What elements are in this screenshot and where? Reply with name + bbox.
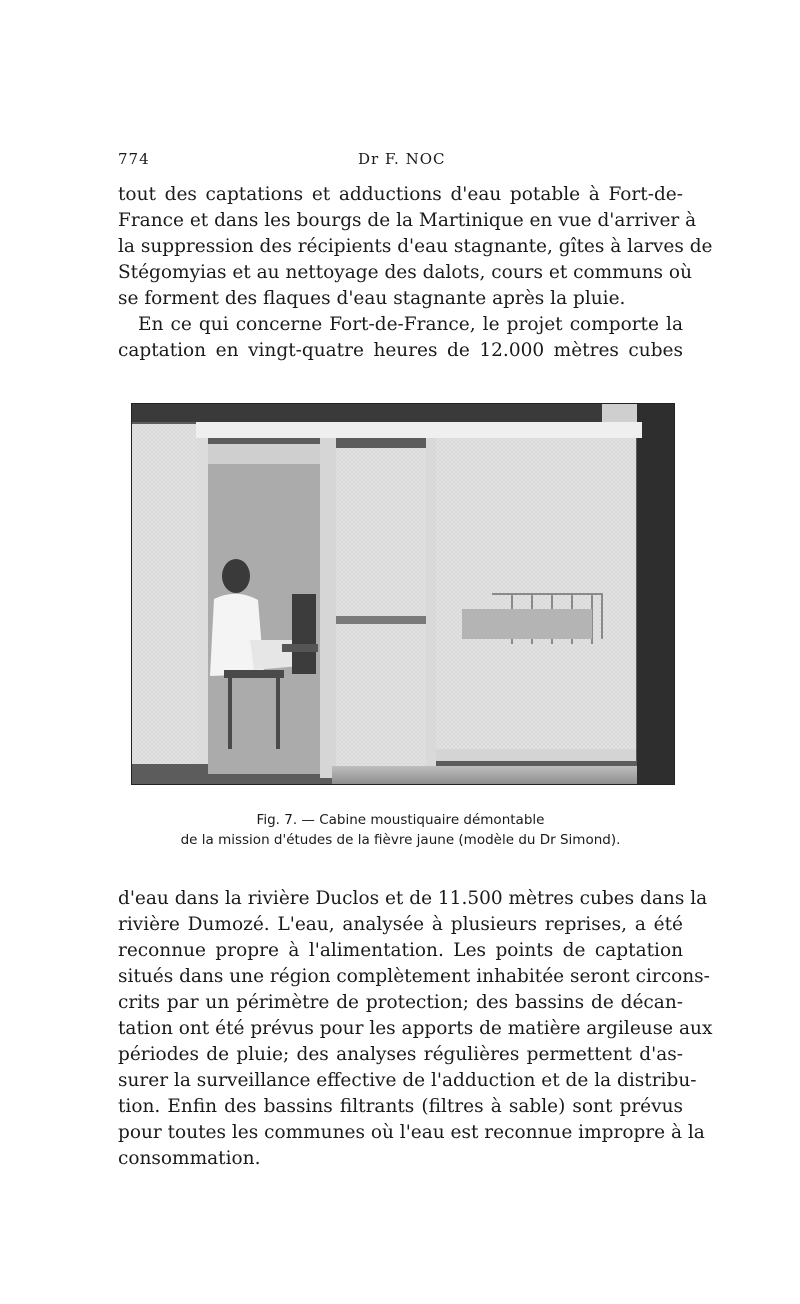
text-line: France et dans les bourgs de la Martinique en vue d'arriver à bbox=[118, 210, 697, 231]
caption-line: Fig. 7. — Cabine moustiquaire démontable bbox=[256, 812, 545, 828]
text-line: tion. Enfin des bassins filtrants (filtres à sable) sont prévus bbox=[118, 1096, 683, 1117]
photo-mosquito-cabin bbox=[131, 403, 675, 785]
text-line: crits par un périmètre de protection; des bassins de décan- bbox=[118, 992, 683, 1013]
text-line: la suppression des récipients d'eau stagnante, gîtes à larves de bbox=[118, 236, 713, 257]
text-line: rivière Dumozé. L'eau, analysée à plusieurs reprises, a été bbox=[118, 914, 683, 935]
text-line: consommation. bbox=[118, 1148, 261, 1169]
figure-caption bbox=[118, 810, 683, 850]
paragraph-bottom bbox=[118, 886, 713, 1172]
text-line: situés dans une région complètement inhabitée seront circons- bbox=[118, 966, 710, 987]
photo-illustration bbox=[132, 404, 674, 784]
text-line: pour toutes les communes où l'eau est reconnue impropre à la bbox=[118, 1122, 705, 1143]
text-line: périodes de pluie; des analyses régulières permettent d'as- bbox=[118, 1044, 683, 1065]
text-line: tation ont été prévus pour les apports de matière argileuse aux bbox=[118, 1018, 713, 1039]
text-line: Stégomyias et au nettoyage des dalots, cours et communs où bbox=[118, 262, 692, 283]
running-head: Dr F. NOC bbox=[358, 150, 446, 168]
paragraph-top bbox=[118, 182, 713, 364]
text-line: En ce qui concerne Fort-de-France, le projet comporte la bbox=[138, 314, 683, 335]
text-line: reconnue propre à l'alimentation. Les points de captation bbox=[118, 940, 683, 961]
text-line: tout des captations et adductions d'eau potable à Fort-de- bbox=[118, 184, 683, 205]
text-line: se forment des flaques d'eau stagnante après la pluie. bbox=[118, 288, 626, 309]
page-number: 774 bbox=[118, 150, 150, 168]
caption-line: de la mission d'études de la fièvre jaune (modèle du Dr Simond). bbox=[180, 832, 621, 848]
text-line: surer la surveillance effective de l'adduction et de la distribu- bbox=[118, 1070, 697, 1091]
page-header bbox=[118, 150, 683, 172]
text-line: captation en vingt-quatre heures de 12.000 mètres cubes bbox=[118, 340, 683, 361]
text-line: d'eau dans la rivière Duclos et de 11.500 mètres cubes dans la bbox=[118, 888, 708, 909]
